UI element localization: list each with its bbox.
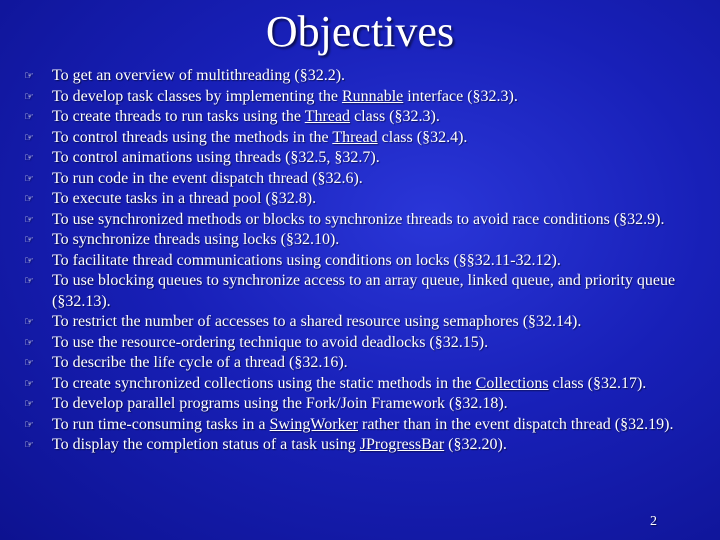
class-name-collections: Collections — [475, 374, 549, 392]
list-item — [22, 271, 692, 312]
list-item — [22, 353, 692, 374]
pointing-hand-icon: ☞ — [24, 316, 34, 328]
list-item — [22, 333, 692, 354]
item-text: To execute tasks in a thread pool (§32.8). — [52, 190, 317, 207]
pointing-hand-icon: ☞ — [24, 418, 34, 431]
item-text: To develop task classes by implementing the — [52, 87, 342, 105]
class-name-swingworker: SwingWorker — [269, 415, 358, 433]
item-text: interface (§32.3). — [403, 87, 518, 105]
item-text: To develop parallel programs using the Fork/Join Framework (§32.18). — [52, 395, 508, 412]
item-text: To facilitate thread communications using conditions on locks (§§32.11-32.12). — [52, 251, 561, 269]
item-text: To control threads using the methods in the — [52, 128, 333, 146]
item-text: To create synchronized collections using the static methods in the — [52, 374, 476, 392]
page-number: 2 — [650, 514, 657, 529]
pointing-hand-icon: ☞ — [24, 213, 34, 226]
item-text: To use the resource-ordering technique to avoid deadlocks (§32.15). — [52, 333, 489, 351]
list-item — [22, 128, 692, 149]
pointing-hand-icon: ☞ — [24, 152, 34, 164]
list-item — [22, 189, 692, 210]
pointing-hand-icon: ☞ — [24, 90, 34, 103]
list-item — [22, 169, 692, 190]
list-item — [22, 374, 692, 395]
objectives-list — [22, 66, 692, 456]
item-text: To restrict the number of accesses to a shared resource using semaphores (§32.14). — [52, 313, 582, 330]
list-item — [22, 394, 692, 415]
item-text: To describe the life cycle of a thread (§32.16). — [52, 354, 348, 371]
item-text: (§32.20). — [444, 436, 507, 453]
list-item — [22, 107, 692, 128]
list-item — [22, 435, 692, 456]
class-name-thread: Thread — [332, 128, 378, 146]
item-text: To use blocking queues to synchronize access to an array queue, linked queue, and priority queue (§32.13). — [52, 272, 676, 310]
pointing-hand-icon: ☞ — [24, 377, 34, 390]
item-text: To use synchronized methods or blocks to synchronize threads to avoid race conditions (§32.9). — [52, 210, 665, 228]
list-item — [22, 230, 692, 251]
list-item — [22, 415, 692, 436]
item-text: rather than in the event dispatch thread (§32.19). — [358, 415, 674, 433]
list-item — [22, 312, 692, 333]
list-item — [22, 210, 692, 231]
item-text: To get an overview of multithreading (§32.2). — [52, 67, 346, 84]
pointing-hand-icon: ☞ — [24, 111, 34, 123]
list-item — [22, 251, 692, 272]
item-text: class (§32.17). — [548, 374, 647, 392]
pointing-hand-icon: ☞ — [24, 234, 34, 246]
pointing-hand-icon: ☞ — [24, 193, 34, 205]
item-text: To control animations using threads (§32.5, §32.7). — [52, 149, 380, 166]
pointing-hand-icon: ☞ — [24, 357, 34, 369]
list-item — [22, 148, 692, 169]
list-item — [22, 66, 692, 87]
pointing-hand-icon: ☞ — [24, 398, 34, 410]
item-text: class (§32.3). — [350, 108, 440, 125]
item-text: To synchronize threads using locks (§32.10). — [52, 231, 340, 248]
pointing-hand-icon: ☞ — [24, 275, 34, 287]
class-name-runnable: Runnable — [341, 87, 404, 105]
item-text: To run code in the event dispatch thread (§32.6). — [52, 169, 363, 187]
item-text: class (§32.4). — [377, 128, 468, 146]
pointing-hand-icon: ☞ — [24, 70, 34, 82]
pointing-hand-icon: ☞ — [24, 439, 34, 451]
pointing-hand-icon: ☞ — [24, 254, 34, 267]
class-name-jprogressbar: JProgressBar — [359, 436, 445, 453]
list-item — [22, 87, 692, 108]
item-text: To display the completion status of a task using — [52, 436, 360, 453]
pointing-hand-icon: ☞ — [24, 336, 34, 349]
pointing-hand-icon: ☞ — [24, 172, 34, 185]
pointing-hand-icon: ☞ — [24, 131, 34, 144]
class-name-thread: Thread — [304, 108, 351, 125]
item-text: To run time-consuming tasks in a — [52, 415, 270, 433]
slide-title: Objectives — [265, 7, 455, 56]
item-text: To create threads to run tasks using the — [52, 108, 305, 125]
